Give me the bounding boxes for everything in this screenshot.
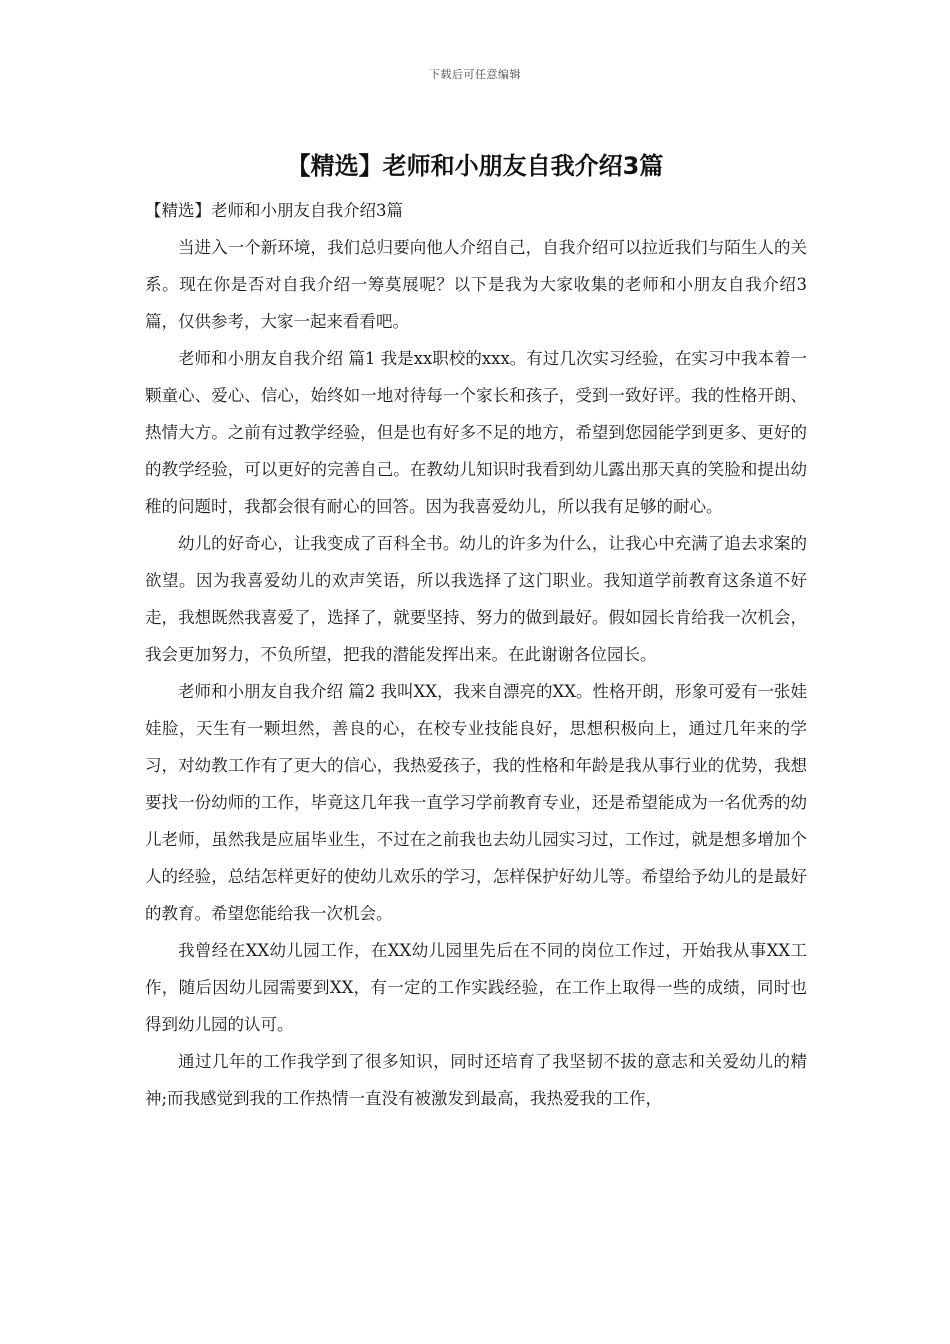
paragraph-article-2: 老师和小朋友自我介绍 篇2 我叫XX，我来自漂亮的XX。性格开朗，形象可爱有一张娃娃脸，天生有一颗坦然，善良的心，在校专业技能良好，思想积极向上，通过几年来的学习，对幼教工作有了更大的信心，我热爱孩子，我的性格和年龄是我从事行业的优势，我想要找一份幼师的工作，毕竟这几年我一直学习学前教育专业，还是希望能成为一名优秀的幼儿老师，虽然我是应届毕业生，不过在之前我也去幼儿园实习过，工作过，就是想多增加个人的经验，总结怎样更好的使幼儿欢乐的学习，怎样保护好幼儿等。希望给予幼儿的是最好的教育。希望您能给我一次机会。 bbox=[145, 682, 807, 923]
paragraph-curiosity: 幼儿的好奇心，让我变成了百科全书。幼儿的许多为什么，让我心中充满了追去求案的欲望。因为我喜爱幼儿的欢声笑语，所以我选择了这门职业。我知道学前教育这条道不好走，我想既然我喜爱了，选择了，就要坚持、努力的做到最好。假如园长肯给我一次机会，我会更加努力，不负所望，把我的潜能发挥出来。在此谢谢各位园长。 bbox=[145, 534, 807, 664]
document-subtitle: 【精选】老师和小朋友自我介绍3篇 bbox=[145, 201, 403, 220]
paragraph-article-1: 老师和小朋友自我介绍 篇1 我是xx职校的xxx。有过几次实习经验，在实习中我本着一颗童心、爱心、信心，始终如一地对待每一个家长和孩子，受到一致好评。我的性格开朗、热情大方。之前有过教学经验，但是也有好多不足的地方，希望到您园能学到更多、更好的的教学经验，可以更好的完善自己。在教幼儿知识时我看到幼儿露出那天真的笑脸和提出幼稚的问题时，我都会很有耐心的回答。因为我喜爱幼儿，所以我有足够的耐心。 bbox=[145, 349, 807, 516]
header-note: 下载后可任意编辑 bbox=[429, 68, 521, 81]
paragraph-growth: 通过几年的工作我学到了很多知识，同时还培育了我坚韧不拔的意志和关爱幼儿的精神;而我感觉到我的工作热情一直没有被激发到最高，我热爱我的工作， bbox=[145, 1052, 807, 1108]
document-title: 【精选】老师和小朋友自我介绍3篇 bbox=[286, 152, 664, 180]
paragraph-work-history: 我曾经在XX幼儿园工作，在XX幼儿园里先后在不同的岗位工作过，开始我从事XX工作，随后因幼儿园需要到XX，有一定的工作实践经验，在工作上取得一些的成绩，同时也得到幼儿园的认可。 bbox=[145, 941, 807, 1034]
paragraph-intro: 当进入一个新环境，我们总归要向他人介绍自己，自我介绍可以拉近我们与陌生人的关系。现在你是否对自我介绍一筹莫展呢？以下是我为大家收集的老师和小朋友自我介绍3篇，仅供参考，大家一起来看看吧。 bbox=[145, 238, 807, 331]
document-body bbox=[145, 195, 807, 1117]
